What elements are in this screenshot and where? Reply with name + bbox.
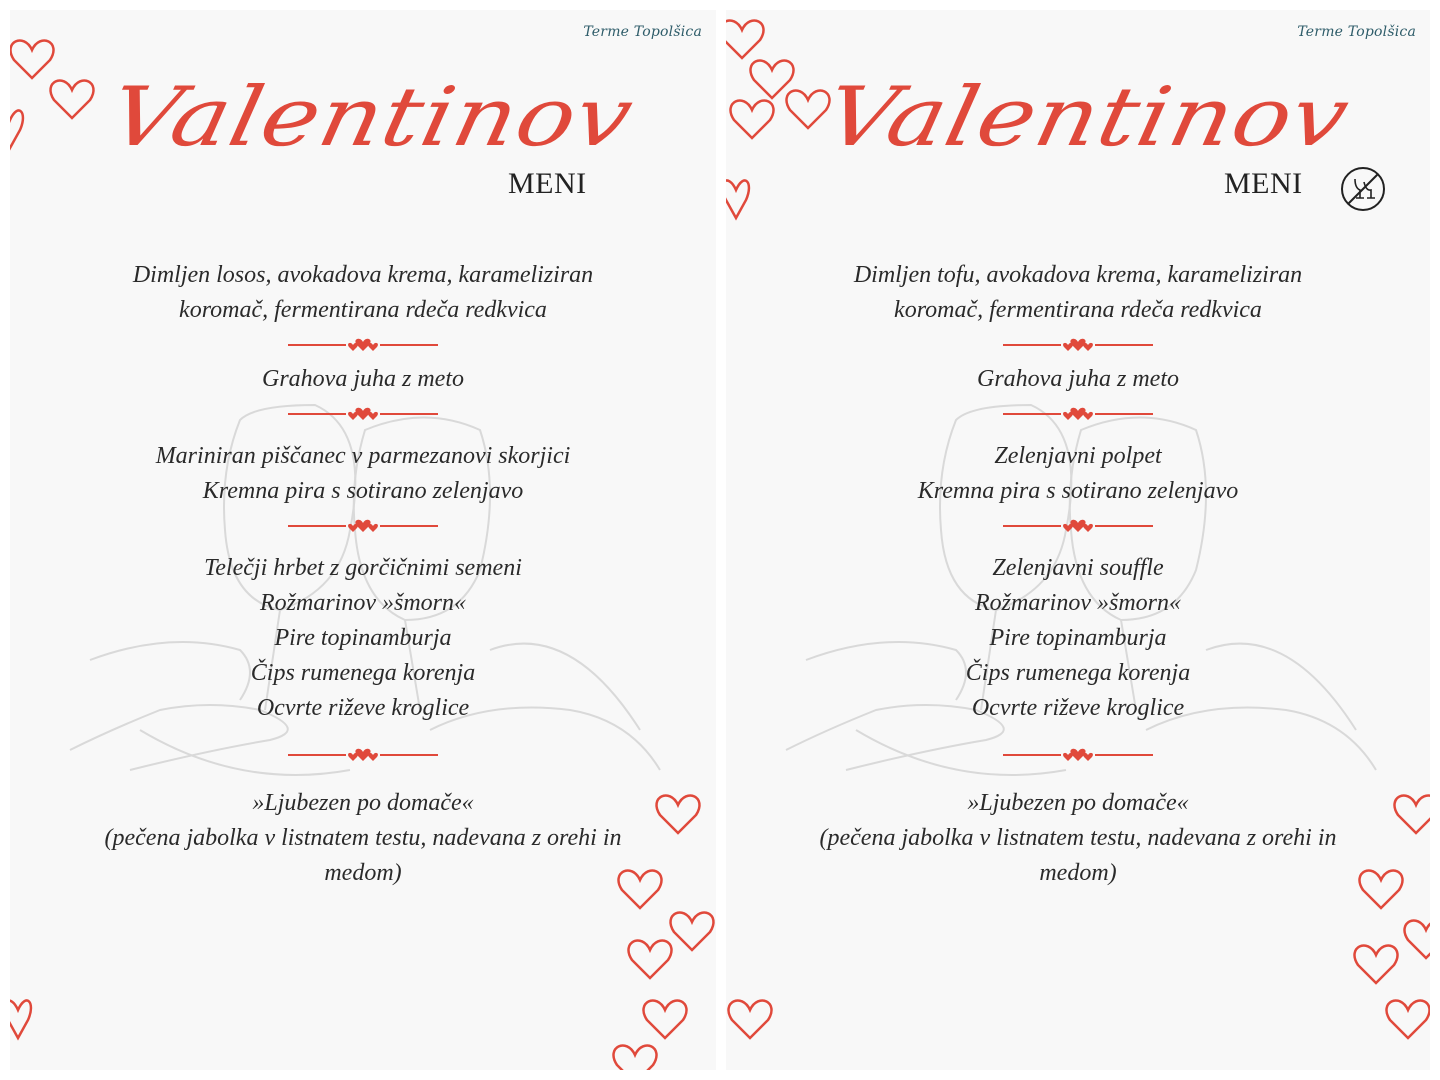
menu-line: medom) xyxy=(1039,860,1117,886)
heart-divider xyxy=(288,509,438,543)
menu-line: Zelenjavni souffle xyxy=(992,555,1164,581)
menu-list xyxy=(726,258,1430,891)
course-soup xyxy=(10,362,716,397)
menu-line: »Ljubezen po domače« xyxy=(252,790,474,816)
menu-line: Grahova juha z meto xyxy=(262,366,464,392)
course-main-1 xyxy=(726,439,1430,509)
title-meni: MENI xyxy=(508,167,587,200)
menu-line: Kremna pira s sotirano zelenjavo xyxy=(202,478,524,504)
menu-line: Telečji hrbet z gorčičnimi semeni xyxy=(204,555,522,581)
menu-line: Pire topinamburja xyxy=(274,625,452,651)
menu-line: Pire topinamburja xyxy=(989,625,1167,651)
course-main-1 xyxy=(10,439,716,509)
menu-line: Rožmarinov »šmorn« xyxy=(259,590,466,616)
menu-line: Čips rumenega korenja xyxy=(250,660,476,686)
heart-divider xyxy=(1003,328,1153,362)
course-main-2 xyxy=(10,551,716,726)
brand-logo: Terme Topolšica xyxy=(583,24,702,40)
menu-line: (pečena jabolka v listnatem testu, nadevana z orehi in xyxy=(104,825,622,851)
heart-divider xyxy=(288,328,438,362)
menu-card-vegetarian xyxy=(726,10,1430,1070)
title-script: Valentinov xyxy=(817,69,1358,165)
course-dessert xyxy=(726,786,1430,891)
heart-divider xyxy=(1003,397,1153,431)
course-starter xyxy=(726,258,1430,328)
no-alcohol-icon xyxy=(1338,164,1388,214)
menu-line: Zelenjavni polpet xyxy=(994,443,1162,469)
course-starter xyxy=(10,258,716,328)
menu-line: »Ljubezen po domače« xyxy=(967,790,1189,816)
menu-list xyxy=(10,258,716,891)
menu-line: koromač, fermentirana rdeča redkvica xyxy=(894,297,1262,323)
menu-line: Mariniran piščanec v parmezanovi skorjici xyxy=(155,443,571,469)
menu-line: Ocvrte riževe kroglice xyxy=(971,695,1185,721)
heart-divider xyxy=(1003,738,1153,772)
menu-line: medom) xyxy=(324,860,402,886)
menu-line: Kremna pira s sotirano zelenjavo xyxy=(917,478,1239,504)
menu-line: Čips rumenega korenja xyxy=(965,660,1191,686)
course-dessert xyxy=(10,786,716,891)
heart-divider xyxy=(288,397,438,431)
heart-divider xyxy=(1003,509,1153,543)
menu-card-regular xyxy=(10,10,716,1070)
menu-line: Ocvrte riževe kroglice xyxy=(256,695,470,721)
menu-line: Rožmarinov »šmorn« xyxy=(974,590,1181,616)
title-script: Valentinov xyxy=(101,69,642,165)
course-main-2 xyxy=(726,551,1430,726)
menu-line: Dimljen tofu, avokadova krema, karameliziran xyxy=(853,262,1303,288)
menu-line: koromač, fermentirana rdeča redkvica xyxy=(179,297,547,323)
menu-line: (pečena jabolka v listnatem testu, nadevana z orehi in xyxy=(819,825,1337,851)
heart-divider xyxy=(288,738,438,772)
title-meni: MENI xyxy=(1224,167,1303,200)
menu-line: Grahova juha z meto xyxy=(977,366,1179,392)
course-soup xyxy=(726,362,1430,397)
menu-line: Dimljen losos, avokadova krema, karameliziran xyxy=(132,262,594,288)
brand-logo: Terme Topolšica xyxy=(1297,24,1416,40)
